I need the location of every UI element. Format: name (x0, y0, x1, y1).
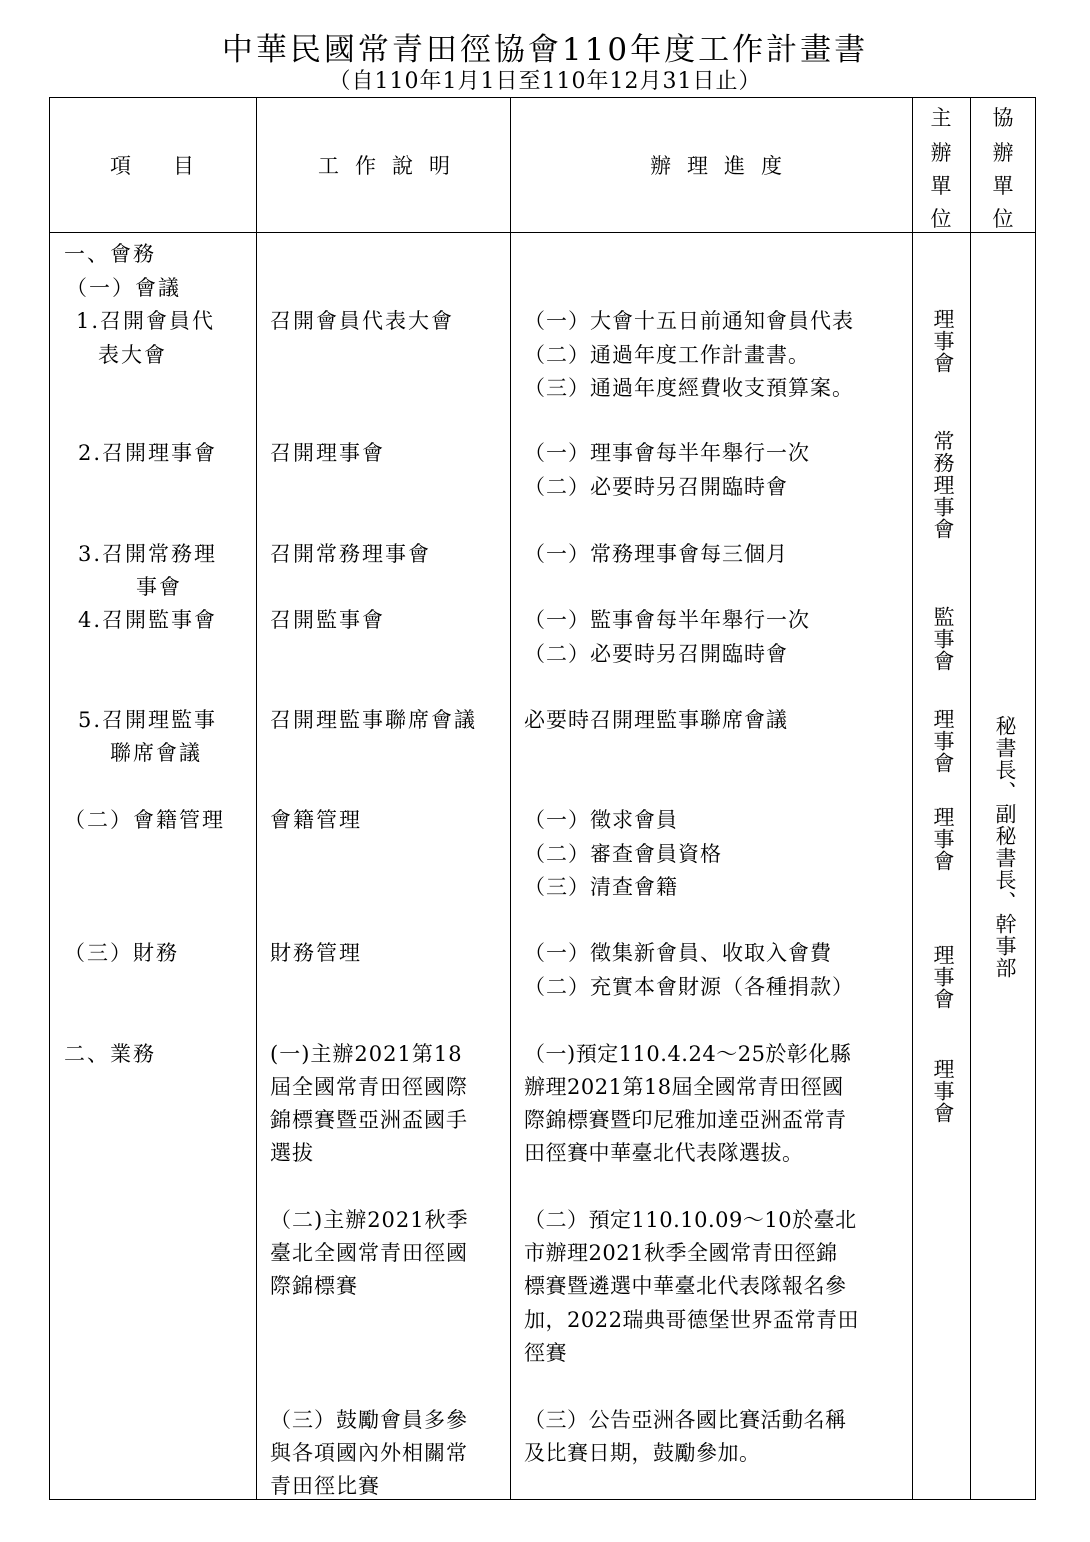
column-divider (510, 97, 511, 1500)
desc-text: 會籍管理 (270, 808, 362, 832)
progress-text: 必要時召開理監事聯席會議 (524, 708, 788, 732)
header-description: 工作說明 (318, 154, 466, 178)
desc-text: 財務管理 (270, 941, 362, 965)
desc-text: （三）鼓勵會員多參 (270, 1408, 468, 1432)
progress-text: （三）清查會籍 (524, 875, 678, 899)
desc-text: 召開常務理事會 (270, 542, 431, 566)
header-host-1: 主 (930, 106, 952, 130)
progress-text: （一)預定110.4.24～25於彰化縣 (524, 1042, 852, 1066)
progress-text: （一）常務理事會每三個月 (524, 542, 788, 566)
desc-text: 際錦標賽 (270, 1274, 358, 1298)
document-title: 中華民國常青田徑協會110年度工作計畫書 (221, 32, 869, 68)
header-host-3: 單 (930, 174, 952, 198)
progress-text: （一）徵求會員 (524, 808, 678, 832)
progress-text: 辦理2021第18屆全國常青田徑國 (524, 1075, 844, 1099)
cohost-unit: 秘書長、副秘書長、幹事部 (993, 715, 1017, 979)
host-unit: 監事會 (931, 606, 955, 672)
item-text: 1.召開會員代 (76, 309, 216, 333)
item-text: 2.召開理事會 (78, 441, 218, 465)
desc-text: 與各項國內外相關常 (270, 1441, 468, 1465)
progress-text: （二）審查會員資格 (524, 842, 722, 866)
desc-text: 錦標賽暨亞洲盃國手 (270, 1108, 468, 1132)
progress-text: （二）通過年度工作計畫書。 (524, 343, 810, 367)
desc-text: （二)主辦2021秋季 (270, 1208, 469, 1232)
desc-text: 臺北全國常青田徑國 (270, 1241, 468, 1265)
progress-text: 際錦標賽暨印尼雅加達亞洲盃常青 (524, 1108, 847, 1132)
header-host-4: 位 (930, 207, 952, 231)
item-text: （二）會籍管理 (64, 808, 225, 832)
item-text: 一、會務 (64, 242, 156, 266)
header-cohost-4: 位 (992, 207, 1014, 231)
progress-text: （三）公告亞洲各國比賽活動名稱 (524, 1408, 847, 1432)
header-cohost-3: 單 (992, 174, 1014, 198)
progress-text: 及比賽日期，鼓勵參加。 (524, 1441, 761, 1465)
progress-text: （一）大會十五日前通知會員代表 (524, 309, 854, 333)
header-divider (49, 232, 1036, 233)
item-text: （一）會議 (66, 276, 181, 300)
item-text: 5.召開理監事 (78, 708, 218, 732)
column-divider (256, 97, 257, 1500)
column-divider (970, 97, 971, 1500)
progress-text: （一）徵集新會員、收取入會費 (524, 941, 832, 965)
host-unit: 理事會 (931, 806, 955, 872)
progress-text: （二）必要時另召開臨時會 (524, 475, 788, 499)
item-text: 表大會 (98, 343, 167, 367)
progress-text: （三）通過年度經費收支預算案。 (524, 376, 854, 400)
desc-text: 召開監事會 (270, 608, 385, 632)
column-divider (912, 97, 913, 1500)
host-unit: 理事會 (931, 944, 955, 1010)
progress-text: 田徑賽中華臺北代表隊選拔。 (524, 1141, 804, 1165)
item-text: 聯席會議 (110, 741, 202, 765)
desc-text: 屆全國常青田徑國際 (270, 1075, 468, 1099)
desc-text: 召開理監事聯席會議 (270, 708, 477, 732)
progress-text: （二）必要時另召開臨時會 (524, 642, 788, 666)
item-text: 二、業務 (64, 1042, 156, 1066)
item-text: 4.召開監事會 (78, 608, 218, 632)
progress-text: 加，2022瑞典哥德堡世界盃常青田 (524, 1308, 859, 1332)
item-text: 3.召開常務理 (78, 542, 218, 566)
progress-text: （二）預定110.10.09～10於臺北 (524, 1208, 857, 1232)
desc-text: 青田徑比賽 (270, 1474, 380, 1498)
desc-text: 召開會員代表大會 (270, 309, 454, 333)
item-text: （三）財務 (64, 941, 179, 965)
header-cohost-1: 協 (992, 106, 1014, 130)
progress-text: 徑賽 (524, 1341, 567, 1365)
progress-text: （二）充實本會財源（各種捐款） (524, 975, 854, 999)
desc-text: 選拔 (270, 1141, 314, 1165)
header-cohost-2: 辦 (992, 141, 1014, 165)
header-progress: 辦理進度 (650, 154, 798, 178)
desc-text: 召開理事會 (270, 441, 385, 465)
progress-text: （一）監事會每半年舉行一次 (524, 608, 810, 632)
desc-text: (一)主辦2021第18 (270, 1042, 463, 1066)
host-unit: 常務理事會 (931, 430, 955, 540)
progress-text: （一）理事會每半年舉行一次 (524, 441, 810, 465)
header-host-2: 辦 (930, 141, 952, 165)
item-text: 事會 (136, 575, 182, 599)
host-unit: 理事會 (931, 1058, 955, 1124)
host-unit: 理事會 (931, 708, 955, 774)
progress-text: 市辦理2021秋季全國常青田徑錦 (524, 1241, 838, 1265)
progress-text: 標賽暨遴選中華臺北代表隊報名參 (524, 1274, 847, 1298)
header-item: 項 目 (110, 154, 194, 178)
document-subtitle: （自110年1月1日至110年12月31日止） (328, 69, 762, 94)
host-unit: 理事會 (931, 308, 955, 374)
